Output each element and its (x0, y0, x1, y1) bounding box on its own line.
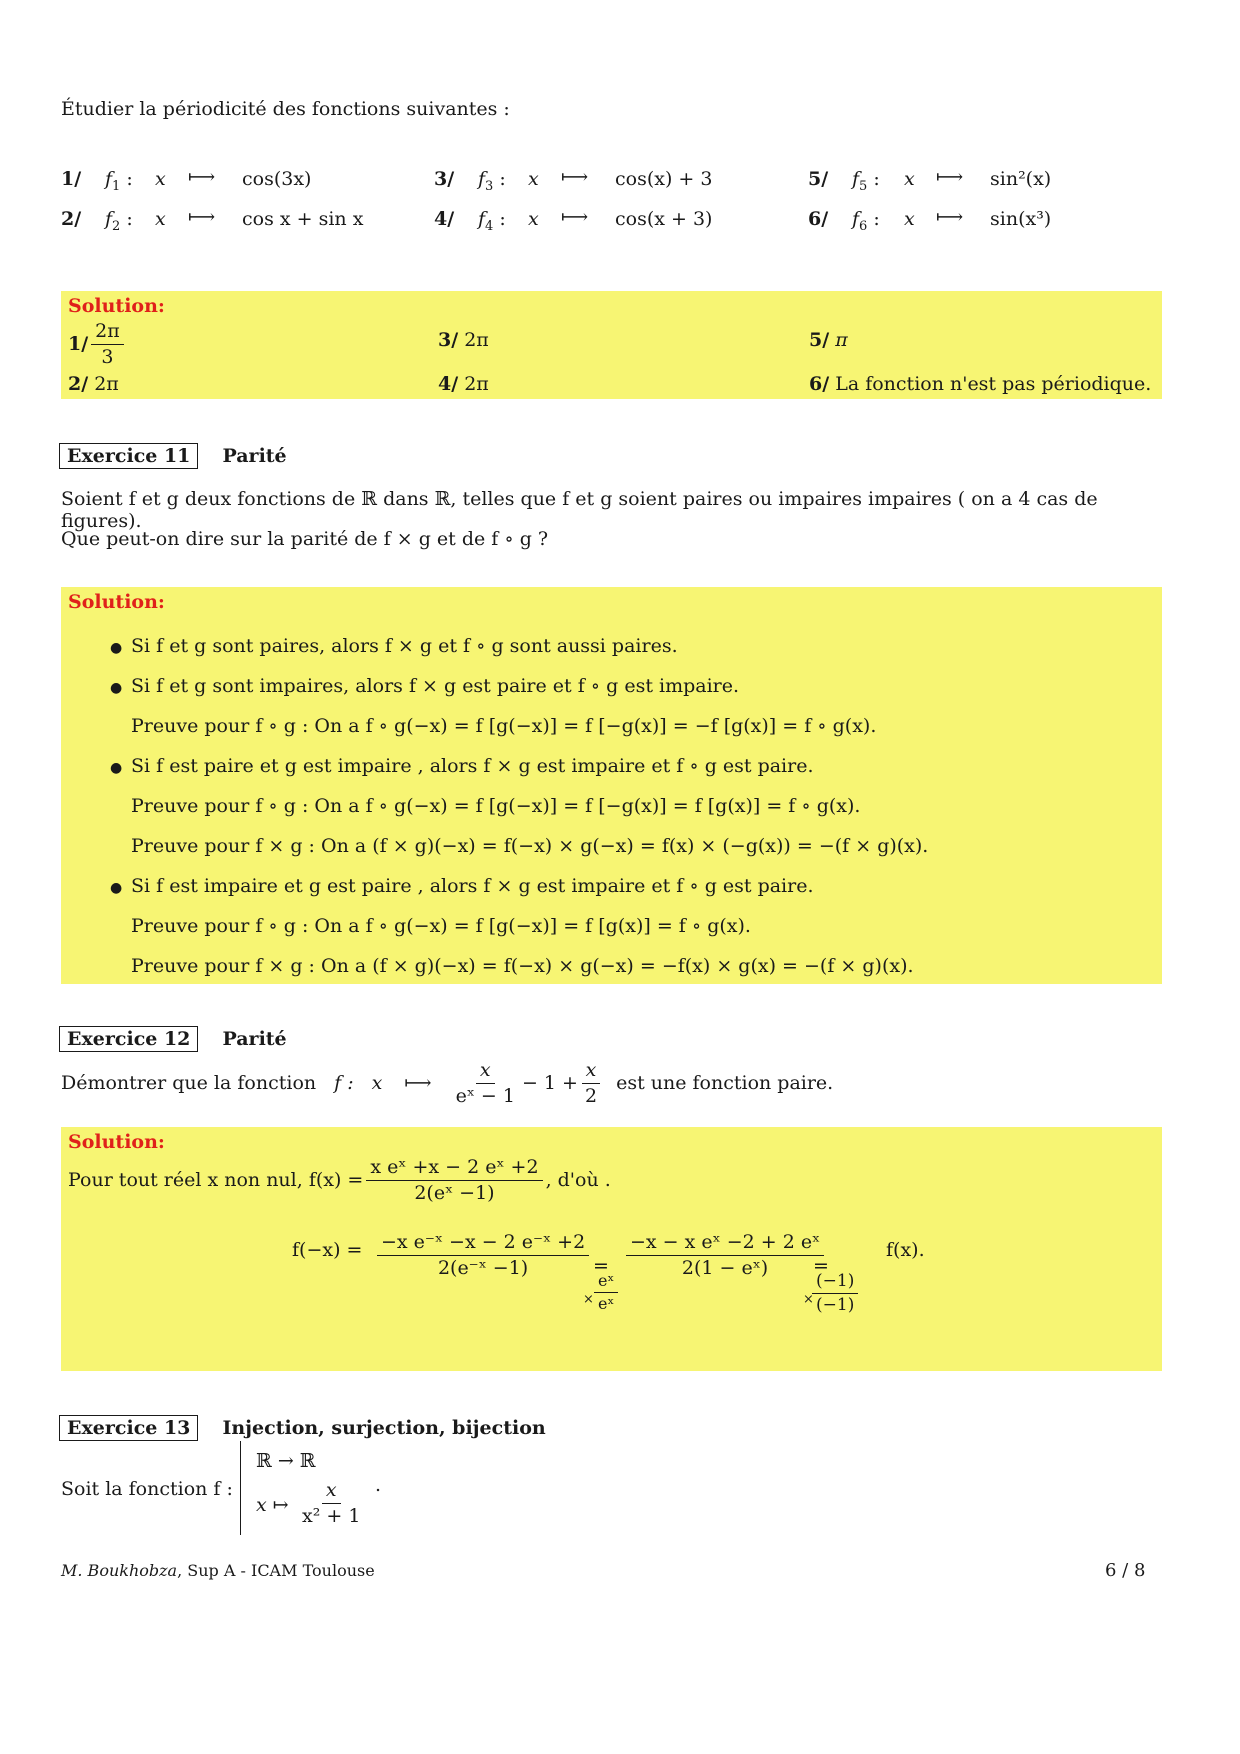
exercise-13-statement: Soit la fonction f : (61, 1478, 233, 1500)
fraction (452, 1060, 519, 1107)
maps-to-arrow-1: ⟼ (188, 166, 216, 188)
maps-to-arrow-5: ⟼ (936, 166, 964, 188)
sol-value: 2π (94, 373, 119, 395)
sol-item-2 (68, 373, 119, 395)
definition-bar (240, 1441, 241, 1535)
frac-den: 2 (584, 1084, 598, 1107)
fn-sub: 6 (859, 218, 868, 234)
function-var-1: x (155, 168, 166, 190)
bullet-icon: ● (110, 880, 123, 896)
solution-title: Solution: (68, 1131, 165, 1153)
fn-colon: : (499, 208, 506, 230)
proof-line: Preuve pour f ∘ g : On a f ∘ g(−x) = f [g(−x)] = f [−g(x)] = f [g(x)] = f ∘ g(x). (131, 795, 861, 817)
statement-dot: . (375, 1474, 382, 1496)
fn-letter: f (478, 208, 486, 230)
solution-title: Solution: (68, 591, 165, 613)
sol-item-3 (438, 329, 489, 351)
footer-author (61, 1561, 375, 1580)
function-item-4: 4/ (434, 208, 455, 230)
frac-den: (−1) (816, 1294, 855, 1315)
exercise-11-statement-1: Soient f et g deux fonctions de ℝ dans ℝ, telles que f et g soient paires ou impaires impaires ( on a 4 cas de figures). (61, 488, 1098, 532)
frac-num: eˣ (594, 1272, 618, 1293)
intro-text: Étudier la périodicité des fonctions suivantes : (61, 98, 510, 120)
frac-num: x eˣ +x − 2 eˣ +2 (366, 1157, 542, 1181)
exercise-12-statement (61, 1058, 833, 1108)
frac-den: eˣ − 1 (455, 1084, 515, 1107)
times-sign: × (583, 1292, 594, 1307)
fn-colon: : (499, 168, 506, 190)
solution-case-4: Si f est impaire et g est paire , alors f × g est impaire et f ∘ g est paire. (131, 875, 814, 897)
solution-case-1: Si f et g sont paires, alors f × g et f ∘ g sont aussi paires. (131, 635, 678, 657)
function-name-2 (105, 208, 133, 234)
function-name-6 (852, 208, 880, 234)
fn-letter: f (852, 208, 860, 230)
fn-letter: f (105, 208, 113, 230)
sol-item-1 (68, 321, 127, 368)
exercise-title: Parité (222, 445, 287, 467)
maps-to-arrow: ⟼ (404, 1072, 432, 1094)
proof-line: Preuve pour f × g : On a (f × g)(−x) = f(−x) × g(−x) = f(x) × (−g(x)) = −(f × g)(x). (131, 835, 929, 857)
statement-text: Démontrer que la fonction (61, 1072, 317, 1094)
exercise-label: Exercice 11 (59, 443, 198, 469)
exercise-label: Exercice 13 (59, 1415, 198, 1441)
frac-num: (−1) (812, 1272, 858, 1294)
function-var-5: x (904, 168, 915, 190)
solution-title: Solution: (68, 295, 165, 317)
sol-num: 1/ (68, 333, 89, 356)
sol-num: 2/ (68, 373, 89, 395)
fn-letter: f (105, 168, 113, 190)
statement-text: est une fonction paire. (616, 1072, 834, 1094)
maps-to-arrow-2: ⟼ (188, 206, 216, 228)
fraction (581, 1060, 601, 1107)
author-name: M. Boukhobza (61, 1561, 178, 1580)
fn-var: x (371, 1072, 383, 1094)
frac-den: x² + 1 (302, 1504, 361, 1527)
maps-to-arrow-3: ⟼ (561, 166, 589, 188)
fn-sub: 3 (485, 178, 494, 194)
function-item-6: 6/ (808, 208, 829, 230)
mapping-var: x ↦ (256, 1494, 289, 1516)
function-item-3: 3/ (434, 168, 455, 190)
fn-letter: f (478, 168, 486, 190)
fraction (91, 321, 124, 368)
fraction (594, 1272, 618, 1312)
domain-codomain: ℝ → ℝ (256, 1450, 316, 1472)
frac-num: 2π (91, 321, 124, 345)
solution-box-parity-proof (61, 1127, 1162, 1371)
solution-text: Pour tout réel x non nul, f(x) = (68, 1169, 364, 1192)
fraction (298, 1480, 364, 1527)
proof-line: Preuve pour f ∘ g : On a f ∘ g(−x) = f [g(−x)] = f [−g(x)] = −f [g(x)] = f ∘ g(x). (131, 715, 877, 737)
equals-sign: = (813, 1255, 829, 1277)
fraction (812, 1272, 858, 1314)
proof-line: Preuve pour f ∘ g : On a f ∘ g(−x) = f [g(−x)] = f [g(x)] = f ∘ g(x). (131, 915, 751, 937)
function-expr-6: sin(x³) (990, 208, 1052, 230)
function-expr-2: cos x + sin x (242, 208, 364, 230)
fn-colon: : (126, 168, 133, 190)
function-var-4: x (528, 208, 539, 230)
frac-den: 2(eˣ −1) (414, 1181, 495, 1204)
bullet-icon: ● (110, 640, 123, 656)
sol-item-6 (809, 373, 1151, 395)
function-expr-5: sin²(x) (990, 168, 1052, 190)
exercise-title: Parité (222, 1028, 287, 1050)
sol-num: 3/ (438, 329, 459, 351)
function-item-5: 5/ (808, 168, 829, 190)
sol-num: 5/ (809, 329, 830, 351)
sol-value: 2π (464, 329, 489, 351)
sol-num: 4/ (438, 373, 459, 395)
proof-line: Preuve pour f × g : On a (f × g)(−x) = f(−x) × g(−x) = −f(x) × g(x) = −(f × g)(x). (131, 955, 914, 977)
page-number: 6 / 8 (1105, 1560, 1146, 1581)
sol-num: 6/ (809, 373, 830, 395)
sol-value: π (835, 329, 848, 351)
function-name-3 (478, 168, 506, 194)
fraction (377, 1232, 589, 1279)
frac-num: x (476, 1060, 495, 1084)
footer-affiliation: , Sup A - ICAM Toulouse (177, 1561, 375, 1580)
fn-colon: : (126, 208, 133, 230)
equals-sign: = (593, 1255, 609, 1277)
function-item-1: 1/ (61, 168, 82, 190)
function-name-4 (478, 208, 506, 234)
fn-sub: 2 (112, 218, 121, 234)
sol-value: 2π (464, 373, 489, 395)
exercise-title: Injection, surjection, bijection (222, 1417, 546, 1439)
fn-sub: 1 (112, 178, 121, 194)
equation-rhs: f(x). (886, 1239, 925, 1261)
function-name-1 (105, 168, 133, 194)
frac-den: 2(e⁻ˣ −1) (437, 1256, 529, 1279)
frac-num: −x e⁻ˣ −x − 2 e⁻ˣ +2 (377, 1232, 589, 1256)
sol-value: La fonction n'est pas périodique. (835, 373, 1152, 395)
equation-lhs: f(−x) = (292, 1239, 363, 1261)
fraction (626, 1232, 824, 1279)
exercise-13-header (59, 1415, 546, 1441)
function-expr-1: cos(3x) (242, 168, 312, 190)
function-expr-3: cos(x) + 3 (615, 168, 713, 190)
function-var-6: x (904, 208, 915, 230)
function-name-5 (852, 168, 880, 194)
solution-case-3: Si f est paire et g est impaire , alors f × g est impaire et f ∘ g est paire. (131, 755, 814, 777)
fn-sub: 5 (859, 178, 868, 194)
exercise-11-header (59, 443, 287, 469)
sol-item-4 (438, 373, 489, 395)
function-expr-4: cos(x + 3) (615, 208, 713, 230)
frac-den: 2(1 − eˣ) (681, 1256, 769, 1279)
exercise-label: Exercice 12 (59, 1026, 198, 1052)
maps-to-arrow-6: ⟼ (936, 206, 964, 228)
solution-text: , d'où . (545, 1169, 611, 1192)
fn-letter: f (852, 168, 860, 190)
fn-sub: 4 (485, 218, 494, 234)
fn-name: f : (334, 1072, 354, 1094)
frac-num: x (582, 1060, 601, 1084)
solution-box-periodicity (61, 291, 1162, 399)
function-var-2: x (155, 208, 166, 230)
frac-den: eˣ (598, 1293, 615, 1313)
fn-colon: : (873, 168, 880, 190)
bullet-icon: ● (110, 680, 123, 696)
bullet-icon: ● (110, 760, 123, 776)
exercise-12-header (59, 1026, 287, 1052)
fn-colon: : (873, 208, 880, 230)
exercise-11-statement-2: Que peut-on dire sur la parité de f × g et de f ∘ g ? (61, 528, 549, 550)
function-var-3: x (528, 168, 539, 190)
frac-num: −x − x eˣ −2 + 2 eˣ (626, 1232, 824, 1256)
times-sign: × (803, 1292, 814, 1307)
fraction (366, 1157, 542, 1204)
solution-case-2: Si f et g sont impaires, alors f × g est paire et f ∘ g est impaire. (131, 675, 740, 697)
frac-den: 3 (101, 345, 114, 368)
sol-item-5 (809, 329, 848, 351)
statement-text: − 1 + (521, 1072, 578, 1094)
solution-12-line-1 (68, 1157, 611, 1204)
maps-to-arrow-4: ⟼ (561, 206, 589, 228)
frac-num: x (322, 1480, 341, 1504)
function-item-2: 2/ (61, 208, 82, 230)
